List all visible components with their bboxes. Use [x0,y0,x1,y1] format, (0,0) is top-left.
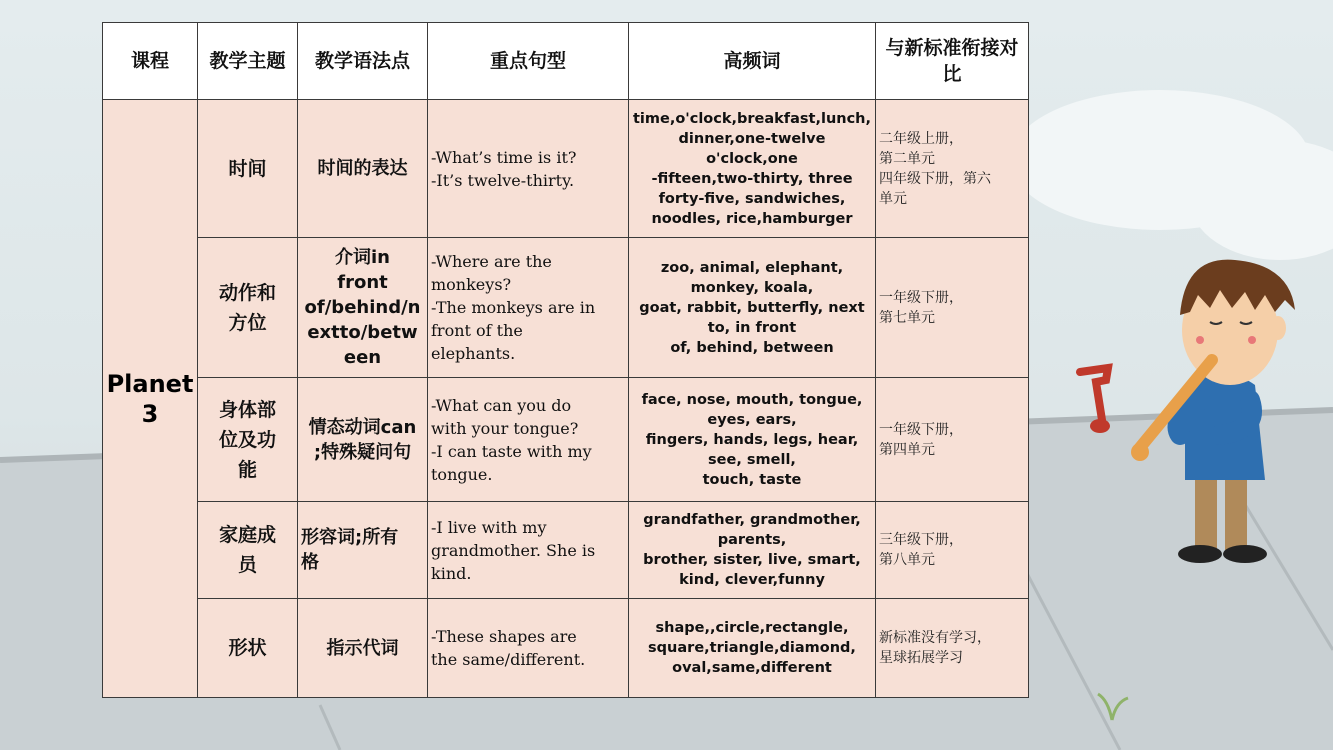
words-cell: time,o'clock,breakfast,lunch, dinner,one-twelve o'clock,one -fifteen,two-thirty, three forty-five, sandwiches, noodles, rice,hamburger [629,100,876,238]
sentence-cell: -What can you do with your tongue? -I can taste with my tongue. [428,378,629,502]
topic-cell: 家庭成 员 [198,502,298,599]
compare-cell: 一年级下册， 第七单元 [876,238,1029,378]
header-key-sentences: 重点句型 [428,23,629,100]
table-row [103,599,1029,698]
table-row [103,100,1029,238]
topic-cell: 形状 [198,599,298,698]
words-cell: zoo, animal, elephant, monkey, koala, goat, rabbit, butterfly, next to, in front of, behind, between [629,238,876,378]
grammar-cell: 情态动词can ;特殊疑问句 [298,378,428,502]
compare-cell: 二年级上册， 第二单元 四年级下册，第六 单元 [876,100,1029,238]
grammar-cell: 指示代词 [298,599,428,698]
boy-with-flute-illustration [1060,240,1320,580]
table-row [103,238,1029,378]
table-row [103,502,1029,599]
grammar-cell: 介词in front of/behind/n extto/betw een [298,238,428,378]
course-name: Planet 3 [103,100,198,698]
compare-cell: 新标准没有学习， 星球拓展学习 [876,599,1029,698]
header-course: 课程 [103,23,198,100]
music-note-icon [1080,368,1108,420]
words-cell: shape,,circle,rectangle, square,triangle,diamond, oval,same,different [629,599,876,698]
header-standard-comparison: 与新标准衔接对比 [876,23,1029,100]
table-row [103,378,1029,502]
words-cell: grandfather, grandmother, parents, brother, sister, live, smart, kind, clever,funny [629,502,876,599]
header-grammar: 教学语法点 [298,23,428,100]
course-comparison-table [102,22,1029,698]
header-topic: 教学主题 [198,23,298,100]
grammar-cell: 形容词;所有 格 [298,502,428,599]
header-row [103,23,1029,100]
sentence-cell: -I live with my grandmother. She is kind. [428,502,629,599]
topic-cell: 时间 [198,100,298,238]
sentence-cell: -These shapes are the same/different. [428,599,629,698]
compare-cell: 三年级下册， 第八单元 [876,502,1029,599]
sentence-cell: -Where are the monkeys? -The monkeys are in front of the elephants. [428,238,629,378]
header-high-frequency-words: 高频词 [629,23,876,100]
words-cell: face, nose, mouth, tongue, eyes, ears, fingers, hands, legs, hear, see, smell, touch, taste [629,378,876,502]
topic-cell: 动作和 方位 [198,238,298,378]
grammar-cell: 时间的表达 [298,100,428,238]
compare-cell: 一年级下册， 第四单元 [876,378,1029,502]
topic-cell: 身体部 位及功 能 [198,378,298,502]
sentence-cell: -What’s time is it? -It’s twelve-thirty. [428,100,629,238]
